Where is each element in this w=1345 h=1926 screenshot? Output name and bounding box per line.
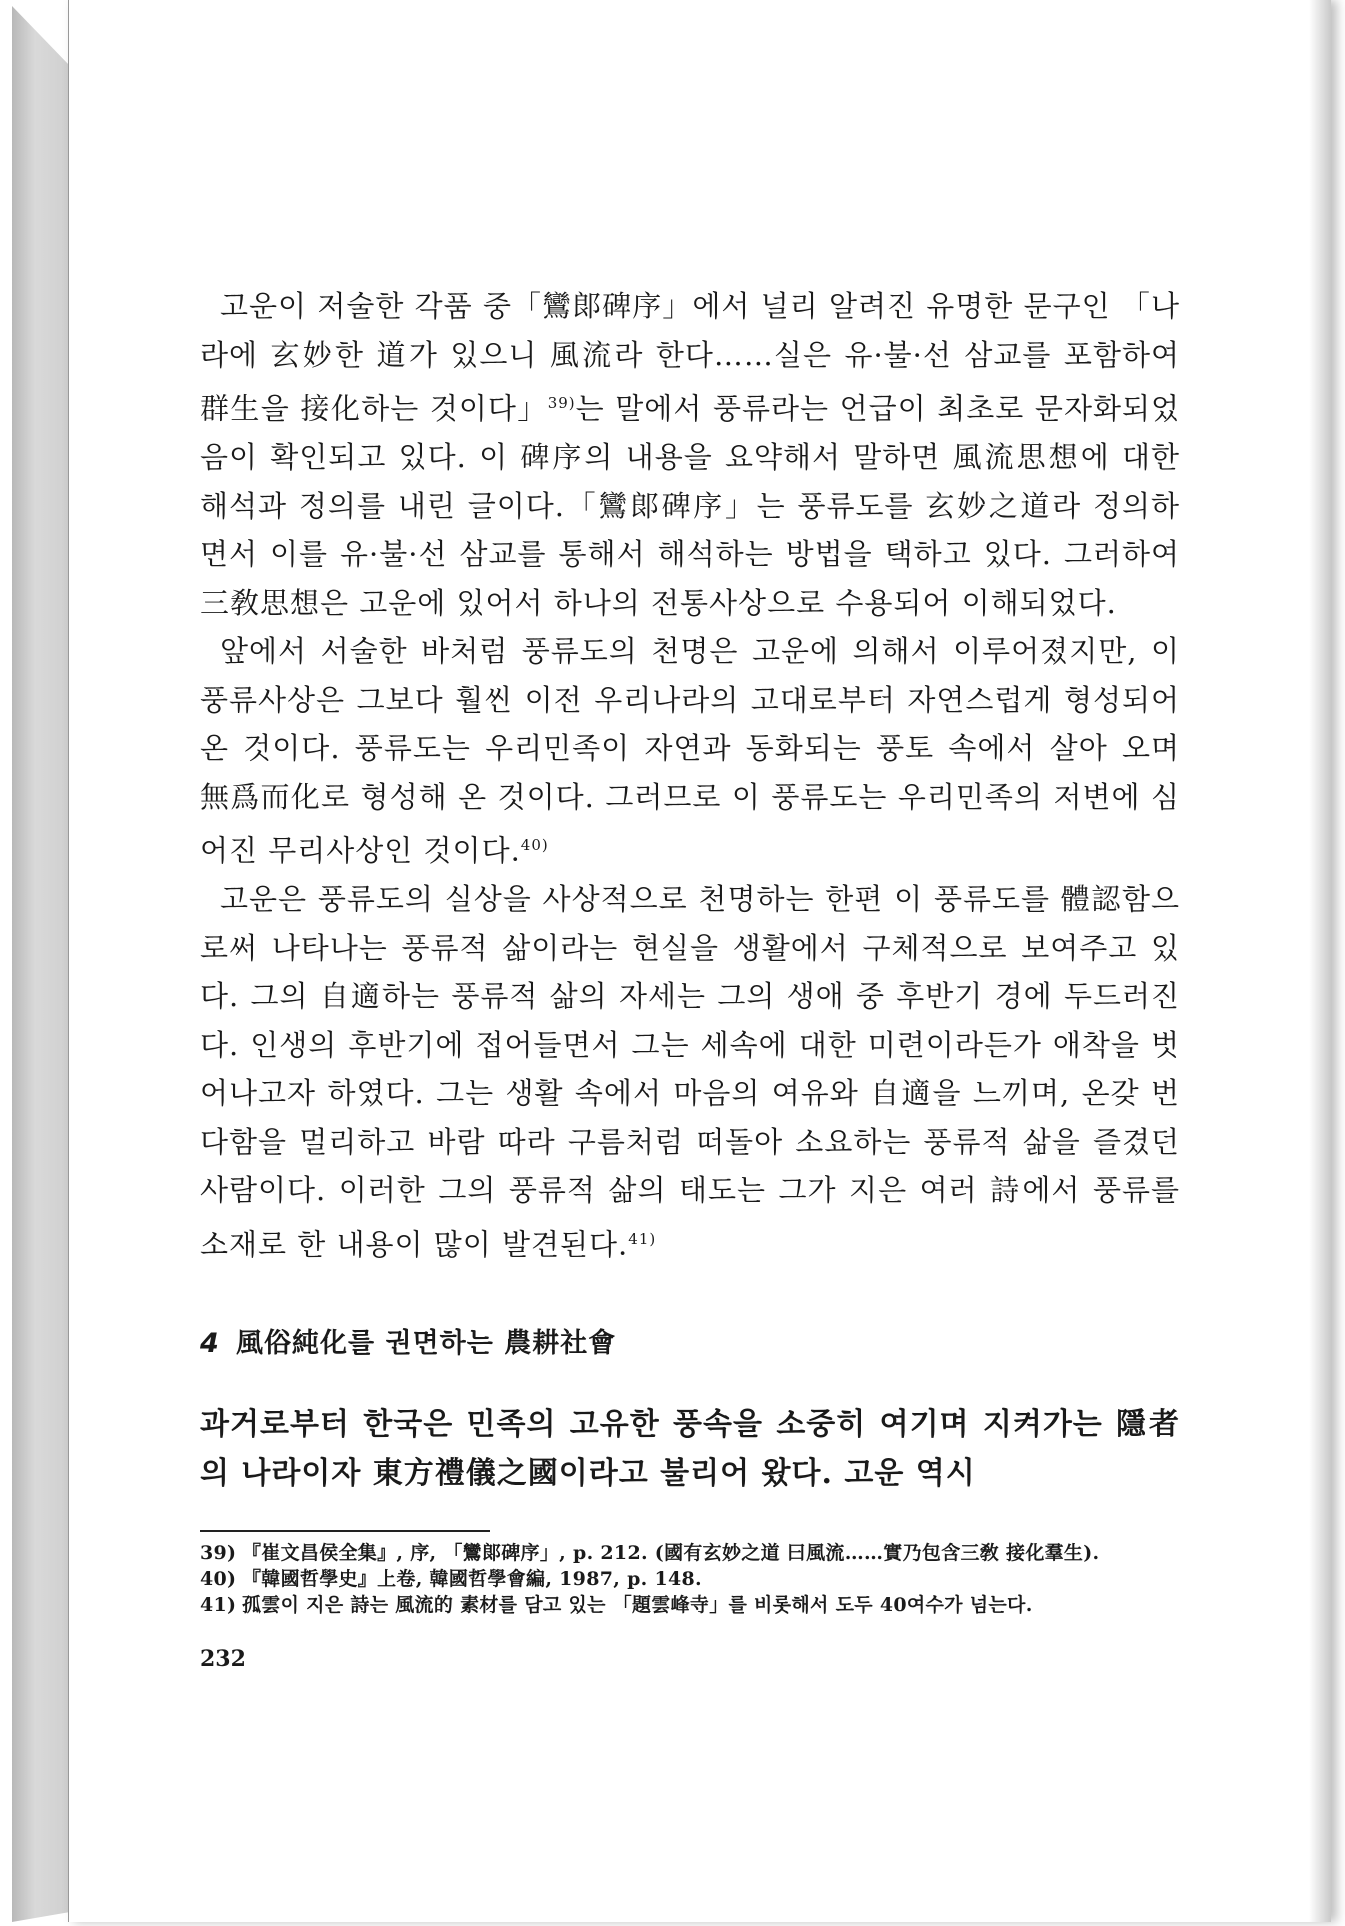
footnote-text: 『韓國哲學史』上卷, 韓國哲學會編, 1987, p. 148. (242, 1567, 702, 1590)
footnote-text: 孤雲이 지은 詩는 風流的 素材를 담고 있는 「題雲峰寺」를 비롯해서 도두 40여수가 넘는다. (242, 1593, 1033, 1616)
footnote-40 (200, 1566, 1180, 1592)
paragraph-3 (200, 875, 1180, 1269)
section-heading (200, 1321, 1180, 1360)
section-paragraph: 과거로부터 한국은 민족의 고유한 풍속을 소중히 여기며 지켜가는 隱者의 나라이자 東方禮儀之國이라고 불리어 왔다. 고운 역시 (200, 1406, 1180, 1491)
footnote-divider (200, 1530, 490, 1532)
section-number: 4 (200, 1327, 220, 1359)
footnote-number: 41) (200, 1593, 237, 1616)
footnote-text: 『崔文昌侯全集』, 序, 「鸞郞碑序」, p. 212. (國有玄妙之道 曰風流……實乃包含三敎 接化羣生). (242, 1541, 1100, 1564)
page-content (200, 282, 1180, 1618)
page-edge (1309, 0, 1331, 1922)
page-number: 232 (200, 1646, 246, 1672)
footnote-41 (200, 1592, 1180, 1618)
footnote-ref-40[interactable]: 40) (520, 836, 549, 855)
paragraph-3-text: 고운은 풍류도의 실상을 사상적으로 천명하는 한편 이 풍류도를 體認함으로써 나타나는 풍류적 삶이라는 현실을 생활에서 구체적으로 보여주고 있다. 그의 自適하는 풍류적 삶의 자세는 그의 생애 중 후반기 경에 두드러진다. 인생의 후반기에 접어들면서 그는 세속에 대한 미련이라든가 애착을 벗어나고자 하였다. 그는 생활 속에서 마음의 여유와 自適을 느끼며, 온갖 번다함을 멀리하고 바람 따라 구름처럼 떠돌아 소요하는 풍류적 삶을 즐겼던 사람이다. 이러한 그의 풍류적 삶의 태도는 그가 지은 여러 詩에서 풍류를 소재로 한 내용이 많이 발견된다. (200, 882, 1180, 1262)
paragraph-1-tail: 는 말에서 풍류라는 언급이 최초로 문자화되었음이 확인되고 있다. 이 碑序의 내용을 요약해서 말하면 風流思想에 대한 해석과 정의를 내린 글이다.「鸞郞碑序」는 풍류도를 玄妙之道라 정의하면서 이를 유·불·선 삼교를 통해서 해석하는 방법을 택하고 있다. 그러하여 三敎思想은 고운에 있어서 하나의 전통사상으로 수용되어 이해되었다. (200, 391, 1180, 620)
paragraph-2-text: 앞에서 서술한 바처럼 풍류도의 천명은 고운에 의해서 이루어졌지만, 이 풍류사상은 그보다 훨씬 이전 우리나라의 고대로부터 자연스럽게 형성되어 온 것이다. 풍류도는 우리민족이 자연과 동화되는 풍토 속에서 살아 오며 無爲而化로 형성해 온 것이다. 그러므로 이 풍류도는 우리민족의 저변에 심어진 무리사상인 것이다. (200, 634, 1180, 868)
footnote-ref-41[interactable]: 41) (628, 1229, 657, 1248)
footnote-39 (200, 1540, 1180, 1566)
footnote-number: 40) (200, 1567, 237, 1590)
footnote-ref-39[interactable]: 39) (547, 394, 576, 412)
section-title: 風俗純化를 권면하는 農耕社會 (236, 1327, 617, 1359)
footnote-number: 39) (200, 1541, 237, 1564)
paragraph-1 (200, 282, 1180, 627)
paragraph-1-text: 고운이 저술한 각품 중「鸞郞碑序」에서 널리 알려진 유명한 문구인 「나라에 玄妙한 道가 있으니 風流라 한다……실은 유·불·선 삼교를 포함하여 群生을 接化하는 것이다」 (200, 289, 1180, 426)
book-spine (12, 6, 70, 1922)
paragraph-2 (200, 627, 1180, 875)
